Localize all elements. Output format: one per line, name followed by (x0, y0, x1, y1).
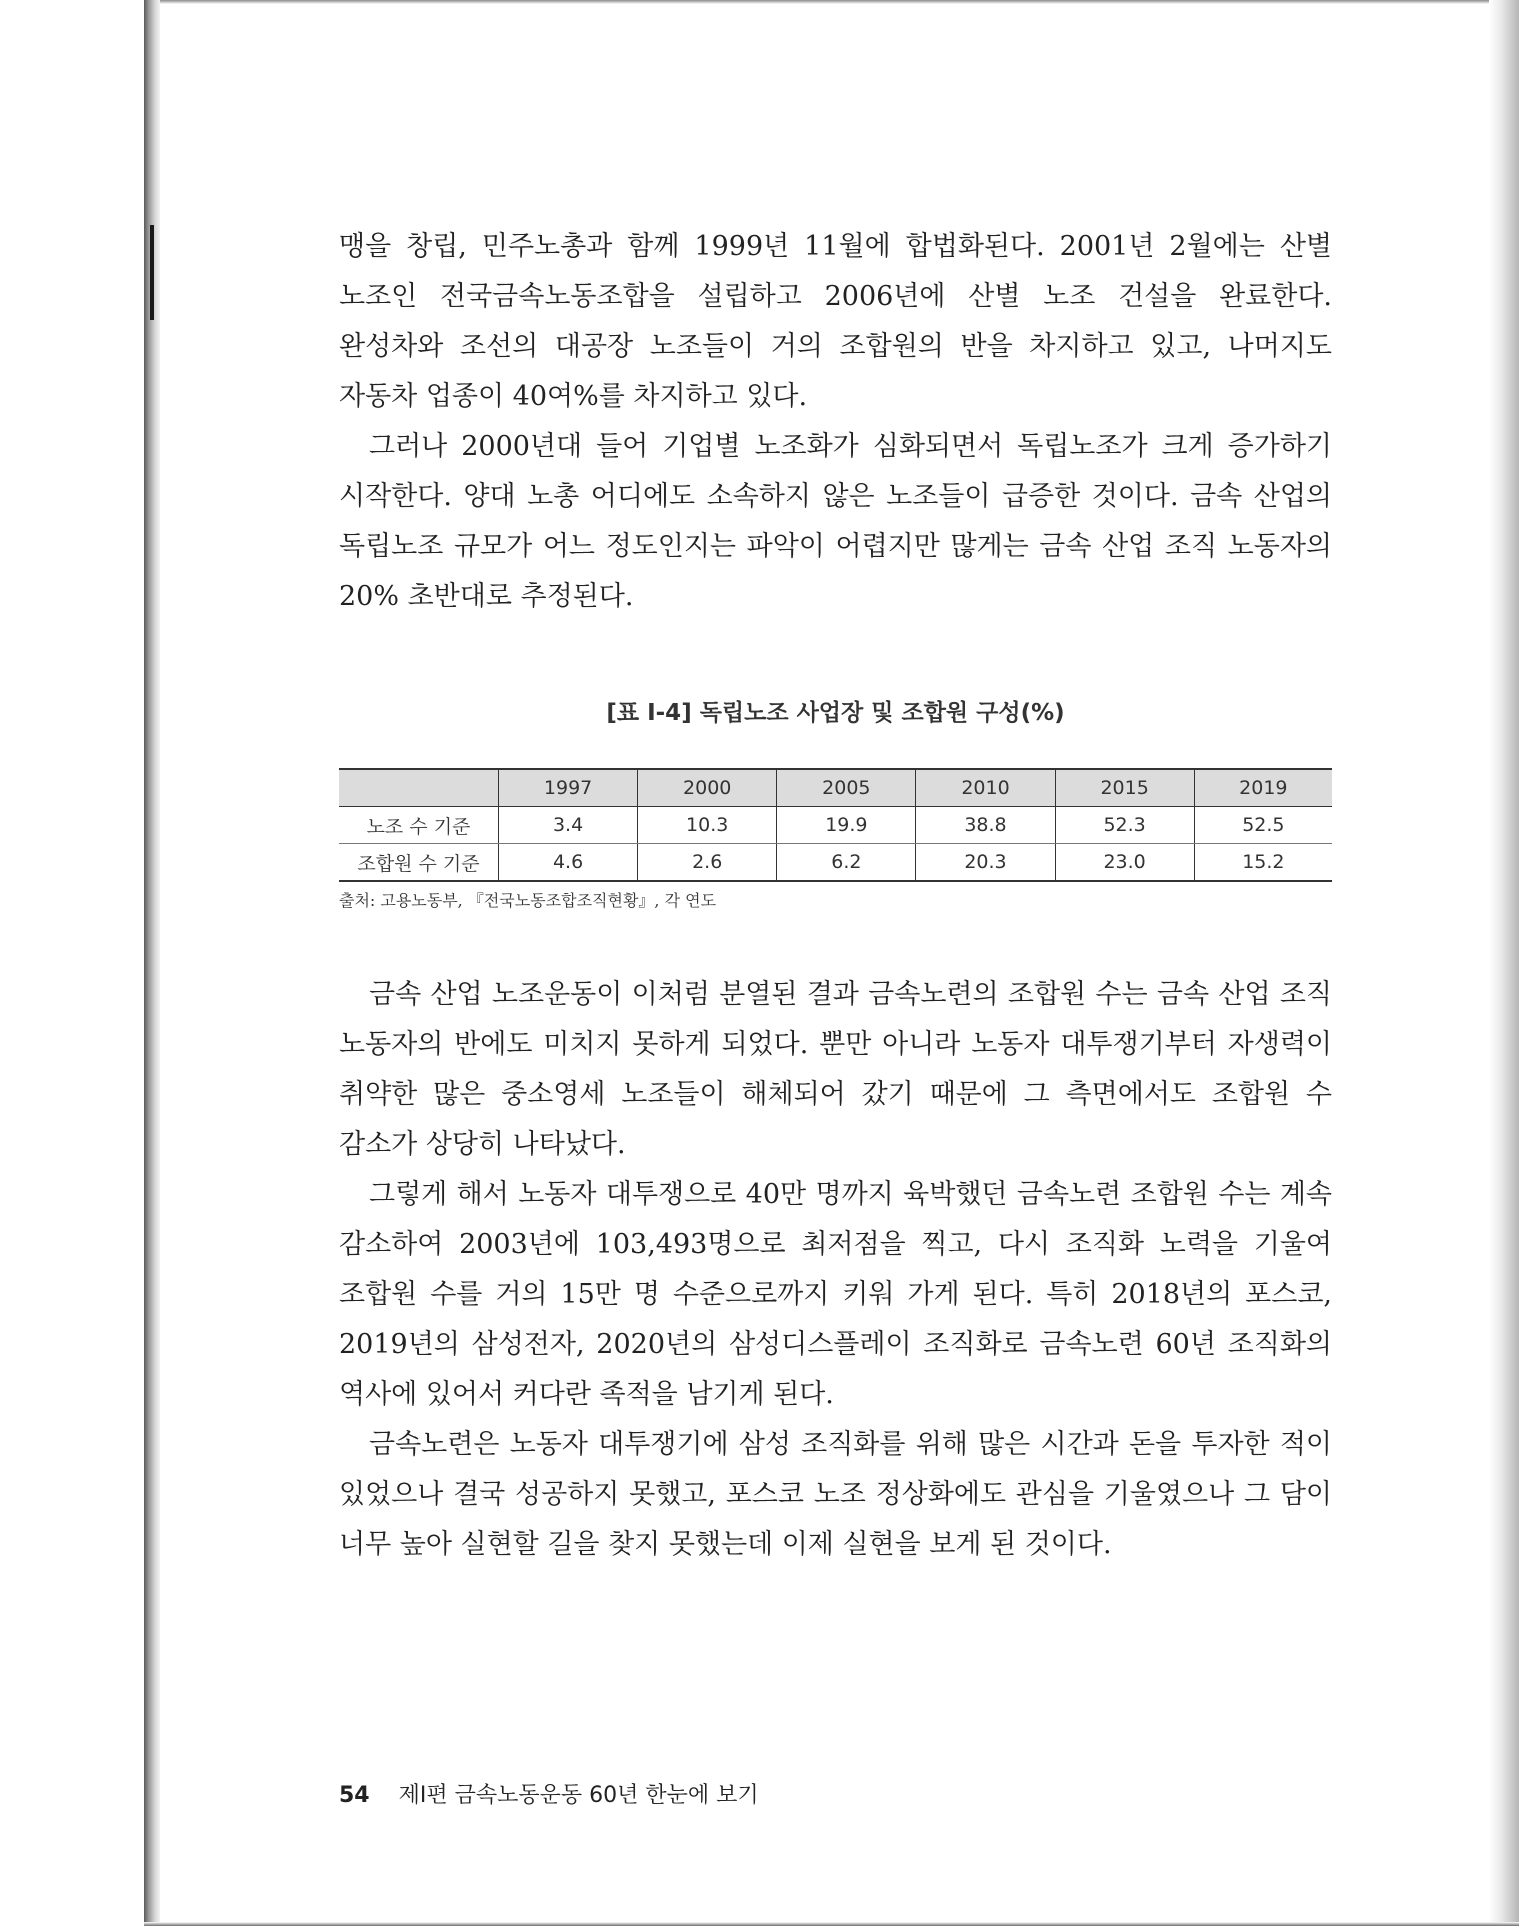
row-label: 노조 수 기준 (339, 807, 499, 844)
table-cell: 3.4 (499, 807, 638, 844)
body-section-1 (339, 222, 1332, 622)
table-cell: 2.6 (638, 844, 777, 882)
data-table (339, 768, 1332, 882)
table-header-cell: 2005 (777, 769, 916, 807)
paragraph: 금속노련은 노동자 대투쟁기에 삼성 조직화를 위해 많은 시간과 돈을 투자한 적이 있었으나 결국 성공하지 못했고, 포스코 노조 정상화에도 관심을 기울였으나 그 담이 너무 높아 실현할 길을 찾지 못했는데 이제 실현을 보게 된 것이다. (339, 1429, 1332, 1560)
table-cell: 52.5 (1194, 807, 1332, 844)
page-edge-right (1489, 0, 1519, 1926)
row-label: 조합원 수 기준 (339, 844, 499, 882)
table-title: [표 Ⅰ-4] 독립노조 사업장 및 조합원 구성(%) (606, 700, 1065, 726)
paragraph: 맹을 창립, 민주노총과 함께 1999년 11월에 합법화된다. 2001년 2월에는 산별 노조인 전국금속노동조합을 설립하고 2006년에 산별 노조 건설을 완료한다. 완성차와 조선의 대공장 노조들이 거의 조합원의 반을 차지하고 있고, 나머지도 자동차 업종이 40여%를 차지하고 있다. (339, 231, 1332, 412)
table-cell: 15.2 (1194, 844, 1332, 882)
table-header-cell: 2015 (1055, 769, 1194, 807)
table-header-cell: 2019 (1194, 769, 1332, 807)
body-section-2 (339, 970, 1332, 1570)
table-cell: 6.2 (777, 844, 916, 882)
paragraph: 금속 산업 노조운동이 이처럼 분열된 결과 금속노련의 조합원 수는 금속 산업 조직 노동자의 반에도 미치지 못하게 되었다. 뿐만 아니라 노동자 대투쟁기부터 자생력이 취약한 많은 중소영세 노조들이 해체되어 갔기 때문에 그 측면에서도 조합원 수 감소가 상당히 나타났다. (339, 979, 1332, 1160)
table-cell: 20.3 (916, 844, 1055, 882)
page-footer (339, 1778, 759, 1809)
page-edge-top (144, 0, 1519, 4)
spine-mark (150, 225, 154, 320)
table-header-row (339, 769, 1332, 807)
page-edge-bottom (144, 1922, 1519, 1926)
table-row (339, 807, 1332, 844)
paragraph: 그렇게 해서 노동자 대투쟁으로 40만 명까지 육박했던 금속노련 조합원 수는 계속 감소하여 2003년에 103,493명으로 최저점을 찍고, 다시 조직화 노력을 기울여 조합원 수를 거의 15만 명 수준으로까지 키워 가게 된다. 특히 2018년의 포스코, 2019년의 삼성전자, 2020년의 삼성디스플레이 조직화로 금속노련 60년 조직화의 역사에 있어서 커다란 족적을 남기게 된다. (339, 1179, 1332, 1410)
table-header-cell: 1997 (499, 769, 638, 807)
table-header-cell (339, 769, 499, 807)
table-cell: 4.6 (499, 844, 638, 882)
table-header-cell: 2010 (916, 769, 1055, 807)
table-cell: 38.8 (916, 807, 1055, 844)
page-number: 54 (339, 1783, 370, 1808)
table-source: 출처: 고용노동부, 『전국노동조합조직현황』, 각 연도 (339, 891, 717, 910)
table-row (339, 844, 1332, 882)
table-header-cell: 2000 (638, 769, 777, 807)
running-title: 제Ⅰ편 금속노동운동 60년 한눈에 보기 (398, 1783, 759, 1808)
table-cell: 23.0 (1055, 844, 1194, 882)
table-cell: 19.9 (777, 807, 916, 844)
paragraph: 그러나 2000년대 들어 기업별 노조화가 심화되면서 독립노조가 크게 증가하기 시작한다. 양대 노총 어디에도 소속하지 않은 노조들이 급증한 것이다. 금속 산업의 독립노조 규모가 어느 정도인지는 파악이 어렵지만 많게는 금속 산업 조직 노동자의 20% 초반대로 추정된다. (339, 431, 1332, 612)
table-cell: 10.3 (638, 807, 777, 844)
table-cell: 52.3 (1055, 807, 1194, 844)
